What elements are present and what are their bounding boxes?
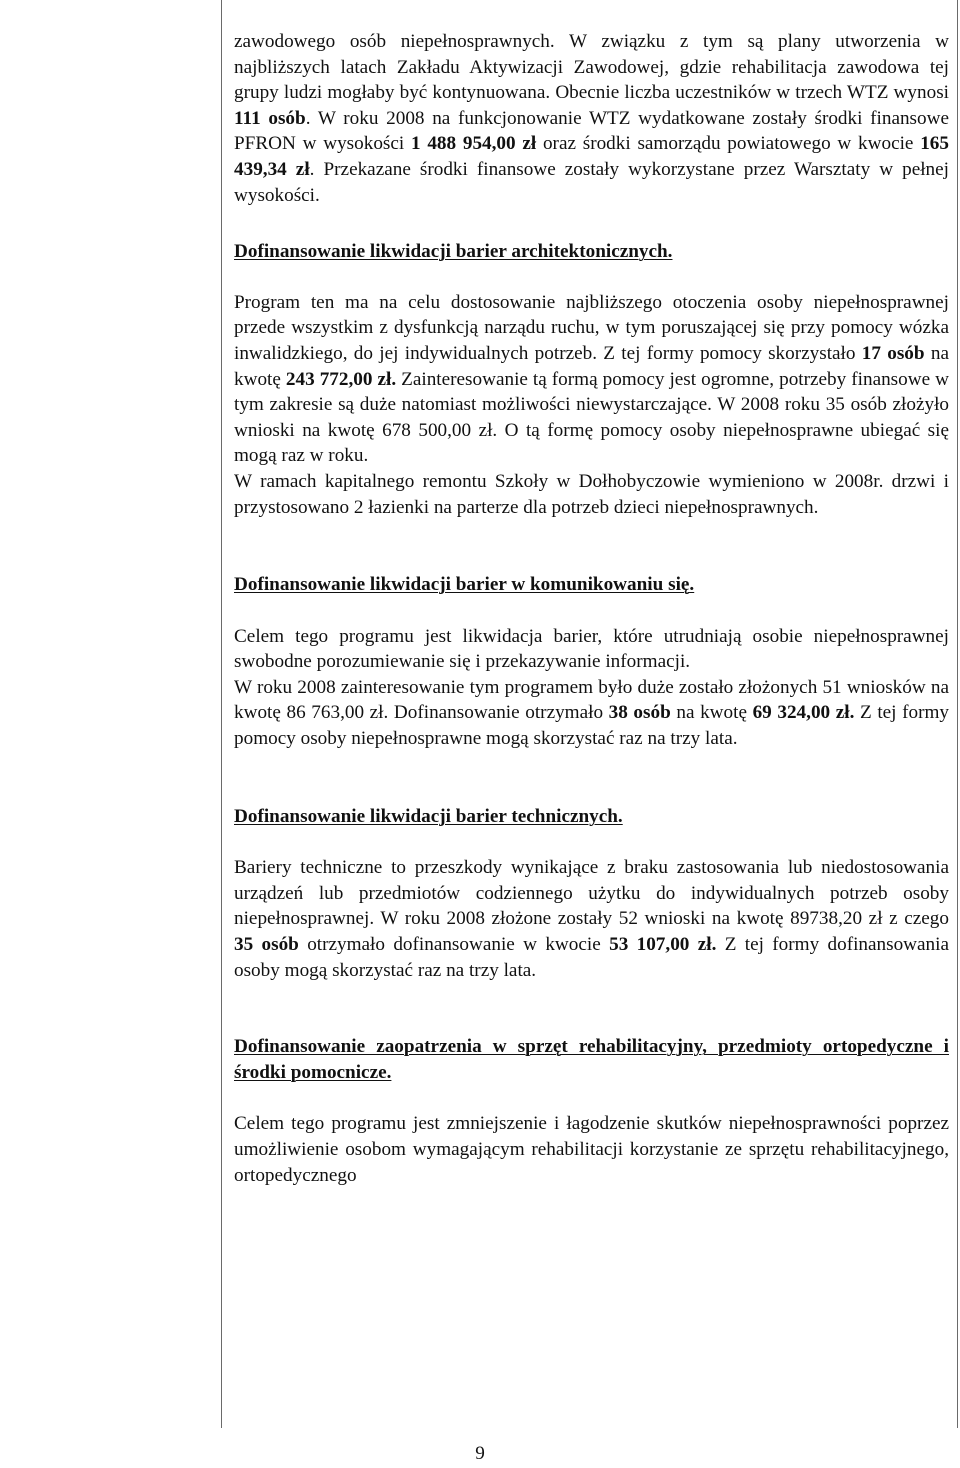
paragraph-technical-program bbox=[234, 855, 949, 983]
paragraph-communication-program: Celem tego programu jest likwidacja barier, które utrudniają osobie niepełnosprawnej swobodne porozumiewanie się i przekazywanie informacji. bbox=[234, 625, 949, 673]
text-segment: W roku 2008 zainteresowanie tym programem było duże zostało złożonych 51 wniosków na kwotę 86 763,00 zł. Dofinansowanie otrzymało bbox=[234, 676, 949, 724]
bold-segment: 111 osób bbox=[234, 107, 306, 129]
text-segment: zawodowego osób niepełnosprawnych. W związku z tym są plany utworzenia w najbliższych latach Zakładu Aktywizacji Zawodowej, gdzie rehabilitacja zawodowa tej grupy ludzi mogłaby być kontynuowana. Obecnie liczba uczestników w trzech WTZ wynosi bbox=[234, 31, 949, 104]
text-segment: Program ten ma na celu dostosowanie najbliższego otoczenia osoby niepełnosprawnej przede wszystkim z dysfunkcją narządu ruchu, w tym poruszającej się przy pomocy wózka inwalidzkiego, do jej indywidualnych potrzeb. Z tej formy pomocy skorzystało bbox=[234, 291, 949, 364]
text-segment: Bariery techniczne to przeszkody wynikające z braku zastosowania lub niedostosowania urządzeń lub przedmiotów codziennego użytku do indywidualnych potrzeb osoby niepełnosprawnej. W roku 2008 złożone zostały 52 wnioski na kwotę 89738,20 zł z czego bbox=[234, 857, 949, 930]
heading-communication-barriers: Dofinansowanie likwidacji barier w komunikowaniu się. bbox=[234, 574, 695, 596]
text-segment: Z tej formy pomocy osoby niepełnosprawne mogą skorzystać raz na trzy lata. bbox=[234, 702, 949, 750]
text-segment: oraz środki samorządu powiatowego w kwocie bbox=[536, 133, 921, 155]
paragraph-communication-results bbox=[234, 675, 949, 752]
text-segment: na kwotę bbox=[670, 702, 753, 724]
paragraph-wtz-funding bbox=[234, 29, 949, 208]
paragraph-school-renovation: W ramach kapitalnego remontu Szkoły w Dołhobyczowie wymieniono w 2008r. drzwi i przystosowano 2 łazienki na parterze dla potrzeb dzieci niepełnosprawnych. bbox=[234, 470, 949, 518]
paragraph-architectural-program bbox=[234, 290, 949, 469]
paragraph-rehabilitation-program: Celem tego programu jest zmniejszenie i łagodzenie skutków niepełnosprawności poprzez umożliwienie osobom wymagającym rehabilitacji korzystanie ze sprzętu rehabilitacyjnego, ortopedycznego bbox=[234, 1113, 949, 1186]
bold-segment: 17 osób bbox=[861, 342, 925, 364]
text-segment: Z tej formy dofinansowania osoby mogą skorzystać raz na trzy lata. bbox=[234, 934, 950, 981]
bold-segment: 38 osób bbox=[608, 702, 671, 724]
heading-technical-barriers: Dofinansowanie likwidacji barier technicznych. bbox=[234, 805, 623, 827]
bold-segment: 165 439,34 zł bbox=[234, 133, 949, 180]
page-number: 9 bbox=[475, 1443, 485, 1464]
text-segment: otrzymało dofinansowanie w kwocie bbox=[298, 934, 610, 956]
document-body bbox=[234, 29, 949, 1188]
text-segment: . W roku 2008 na funkcjonowanie WTZ wydatkowane zostały środki finansowe PFRON w wysokości bbox=[234, 107, 949, 155]
heading-rehabilitation-equipment: Dofinansowanie zaopatrzenia w sprzęt rehabilitacyjny, przedmioty ortopedyczne i środki pomocnicze. bbox=[234, 1036, 949, 1083]
heading-architectural-barriers: Dofinansowanie likwidacji barier architektonicznych. bbox=[234, 241, 673, 263]
bold-segment: 243 772,00 zł. bbox=[285, 368, 397, 390]
bold-segment: 1 488 954,00 zł bbox=[410, 133, 537, 155]
text-segment: na kwotę bbox=[234, 342, 949, 390]
text-segment: Zainteresowanie tą formą pomocy jest ogromne, potrzeby finansowe w tym zakresie są duże natomiast możliwości niewystarczające. W 2008 roku 35 osób złożyło wnioski na kwotę 678 500,00 zł. O tą formę pomocy osoby niepełnosprawne ubiegać się mogą raz w roku. bbox=[234, 368, 949, 467]
bold-segment: 35 osób bbox=[234, 934, 299, 956]
table-right-border bbox=[957, 0, 958, 1428]
bold-segment: 53 107,00 zł. bbox=[609, 934, 717, 956]
bold-segment: 69 324,00 zł. bbox=[752, 702, 855, 724]
table-left-border bbox=[221, 0, 222, 1428]
text-segment: . Przekazane środki finansowe zostały wykorzystane przez Warsztaty w pełnej wysokości. bbox=[234, 158, 949, 206]
